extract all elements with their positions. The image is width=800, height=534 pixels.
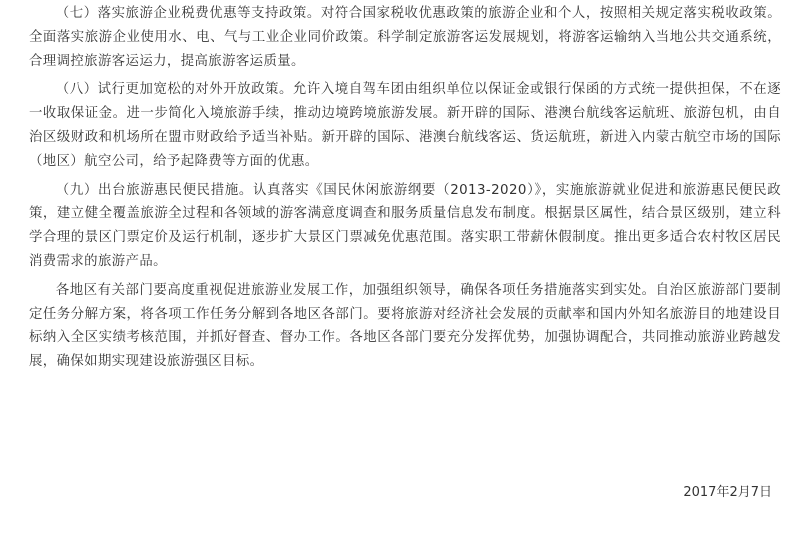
document-date: 2017年2月7日	[683, 485, 772, 500]
paragraph-policy-7: （七）落实旅游企业税费优惠等支持政策。对符合国家税收优惠政策的旅游企业和个人，按照相关规定落实税收政策。全面落实旅游企业使用水、电、气与工业企业同价政策。科学制定旅游客运发展规划，将游客运输纳入当地公共交通系统，合理调控旅游客运运力，提高旅游客运质量。	[29, 6, 781, 69]
document-body	[29, 2, 781, 379]
paragraph-policy-8: （八）试行更加宽松的对外开放政策。允许入境自驾车团由组织单位以保证金或银行保函的方式统一提供担保，不在逐一收取保证金。进一步简化入境旅游手续，推动边境跨境旅游发展。新开辟的国际、港澳台航线客运航班、旅游包机，由自治区级财政和机场所在盟市财政给予适当补贴。新开辟的国际、港澳台航线客运、货运航班，新进入内蒙古航空市场的国际（地区）航空公司，给予起降费等方面的优惠。	[29, 82, 781, 169]
paragraph-closing: 各地区有关部门要高度重视促进旅游业发展工作，加强组织领导，确保各项任务措施落实到实处。自治区旅游部门要制定任务分解方案，将各项工作任务分解到各地区各部门。要将旅游对经济社会发展的贡献率和国内外知名旅游目的地建设目标纳入全区实绩考核范围，并抓好督查、督办工作。各地区各部门要充分发挥优势，加强协调配合，共同推动旅游业跨越发展，确保如期实现建设旅游强区目标。	[29, 282, 781, 370]
paragraph-policy-9: （九）出台旅游惠民便民措施。认真落实《国民休闲旅游纲要（2013-2020）》，实施旅游就业促进和旅游惠民便民政策，建立健全覆盖旅游全过程和各领域的游客满意度调查和服务质量信息发布制度。根据景区属性，结合景区级别，建立科学合理的景区门票定价及运行机制，逐步扩大景区门票减免优惠范围。落实职工带薪休假制度。推出更多适合农村牧区居民消费需求的旅游产品。	[29, 182, 781, 269]
